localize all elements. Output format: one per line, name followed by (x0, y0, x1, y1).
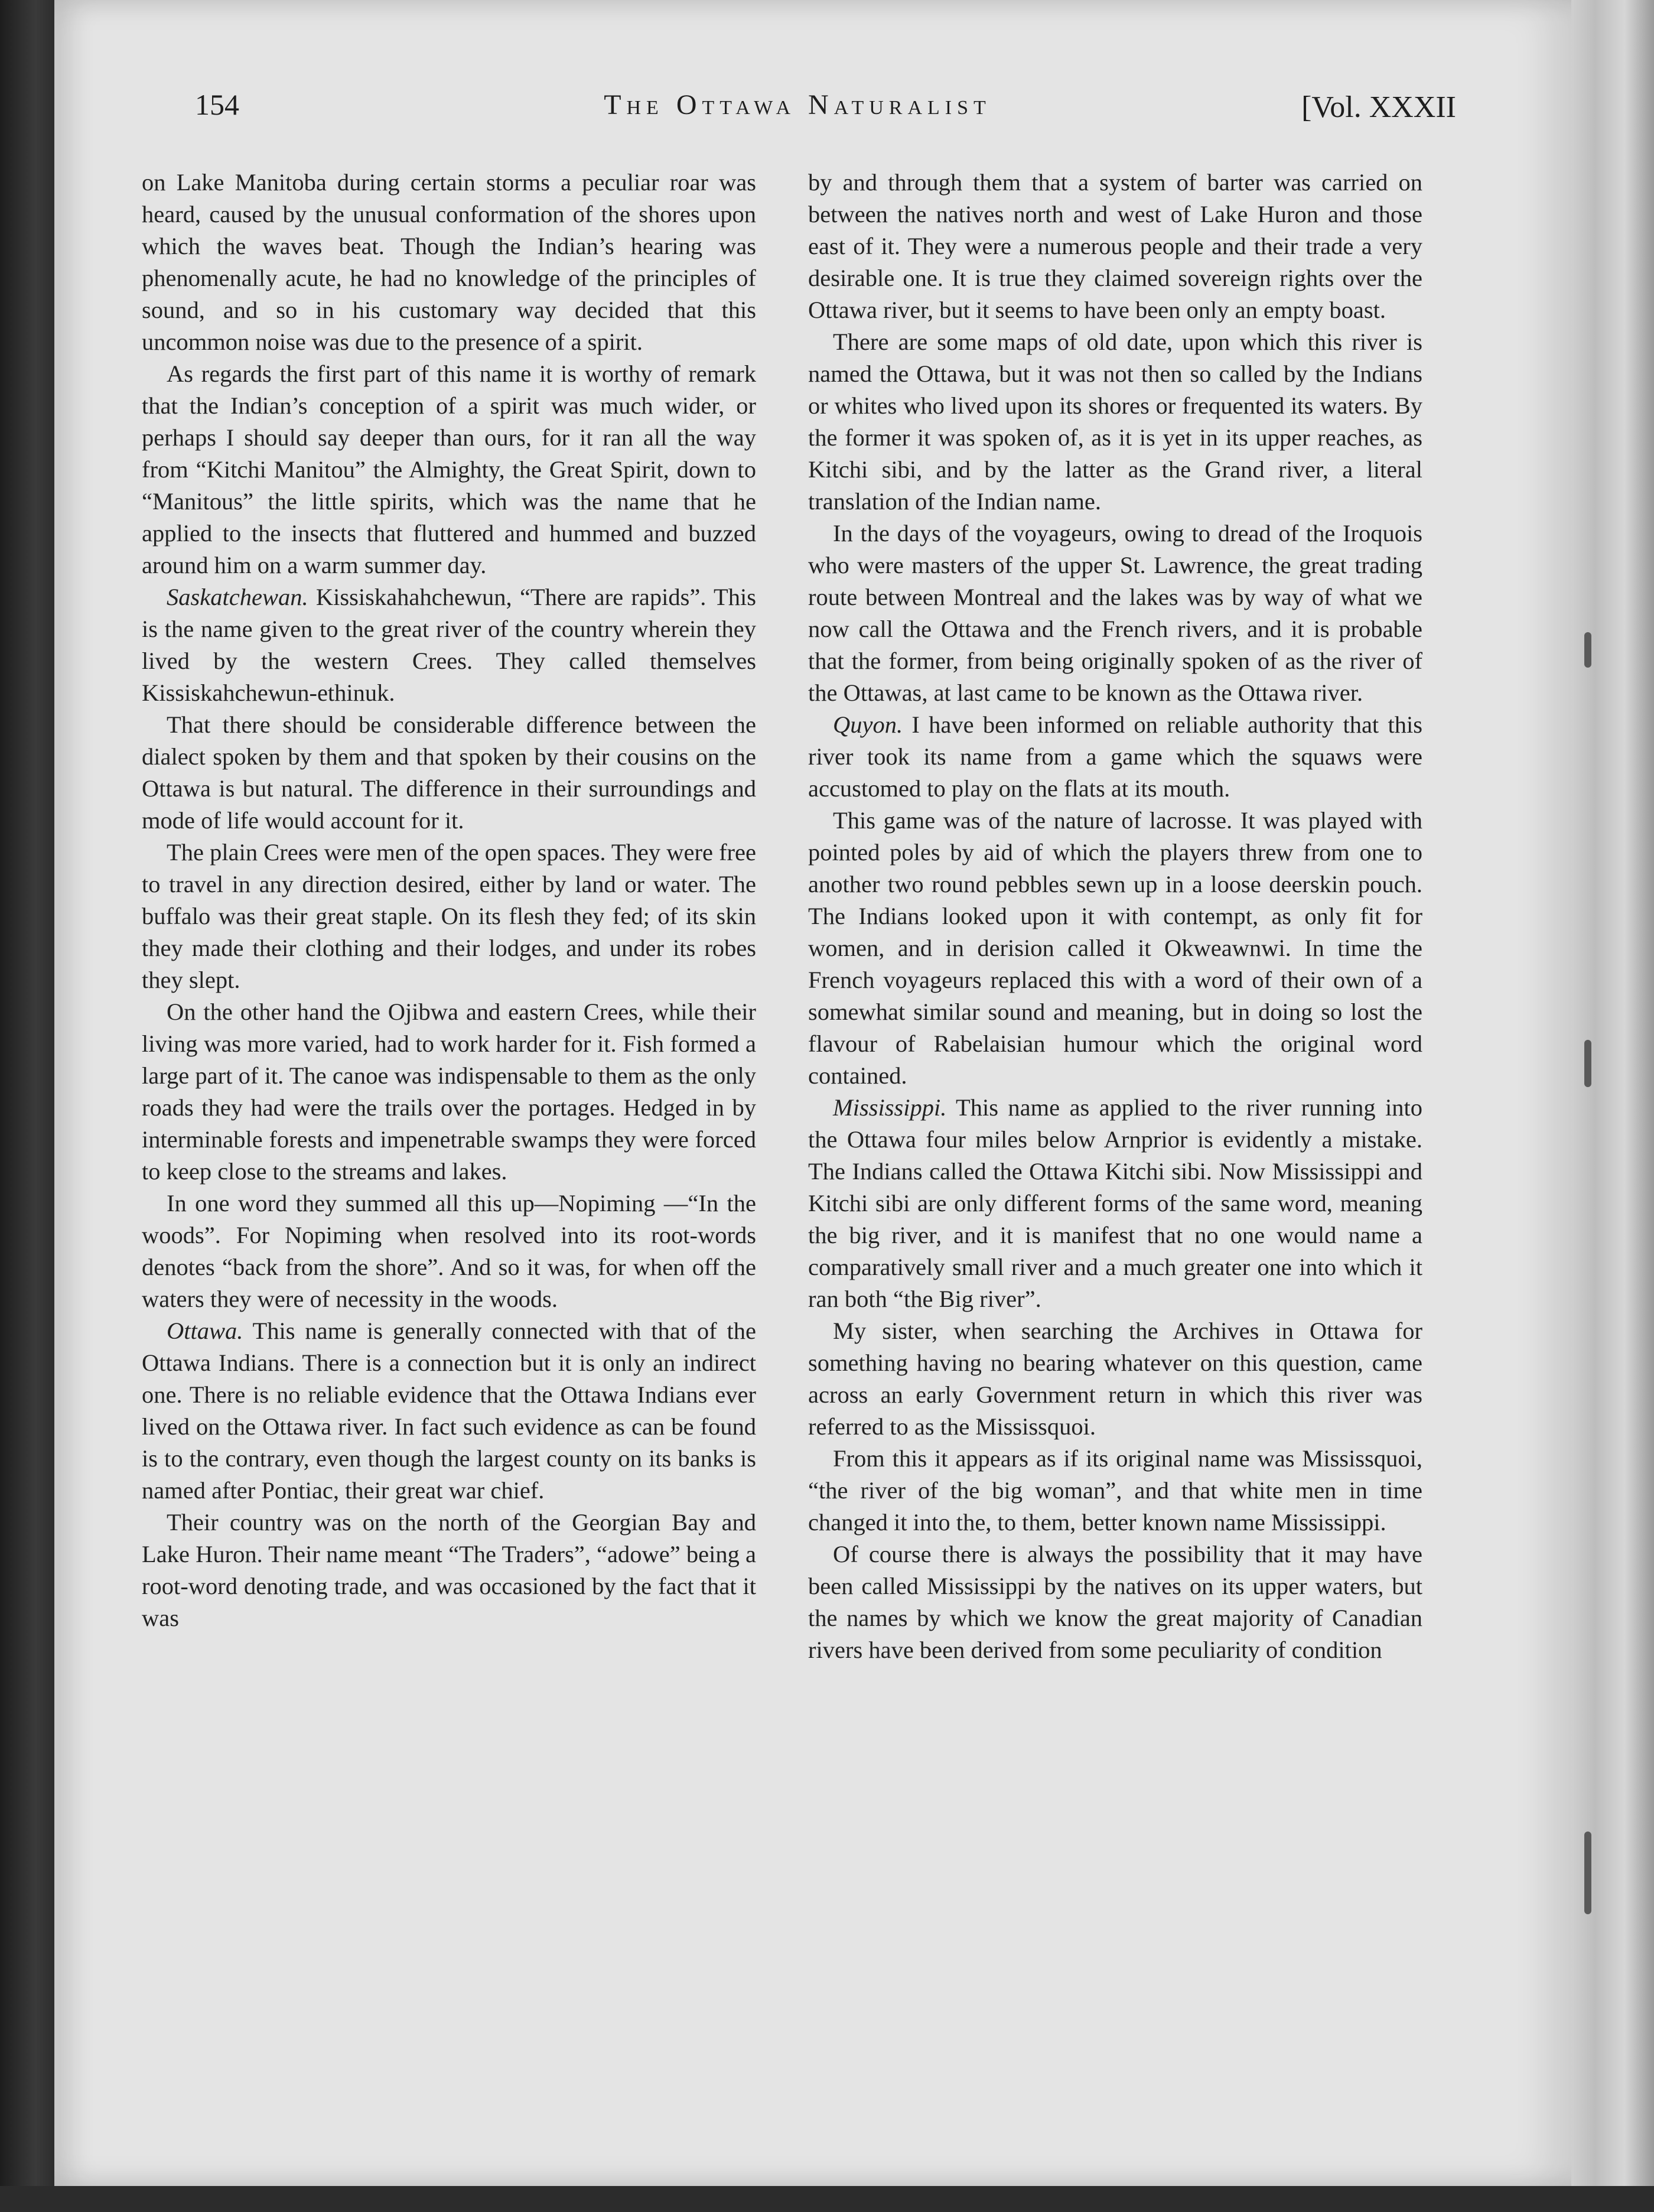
paragraph (142, 996, 756, 1188)
paragraph (142, 1507, 756, 1634)
paragraph (142, 709, 756, 837)
paragraph-text: on Lake Manitoba during certain storms a peculiar roar was heard, caused by the unusual conformation of the shores upon which the waves beat. Though the Indian’s hearing was phenomenally acute, he had no knowledge of the principles of sound, and so in his customary way decided that this uncommon noise was due to the presence of a spirit. (142, 169, 756, 355)
paragraph (808, 167, 1422, 326)
entry-term: Mississippi. (833, 1094, 947, 1121)
page-edge-right (1571, 0, 1654, 2212)
paragraph-text: My sister, when searching the Archives in Ottawa for something having no bearing whatever on this question, came across an early Government return in which this river was referred to as the Mississquoi. (808, 1318, 1422, 1440)
paragraph-text: From this it appears as if its original name was Mississquoi, “the river of the big woman”, and that white men in time changed it into the, to them, better known name Mississippi. (808, 1445, 1422, 1536)
paragraph-text: I have been informed on reliable authority that this river took its name from a game which the squaws were accustomed to play on the flats at its mouth. (808, 711, 1422, 802)
paragraph (808, 1092, 1422, 1315)
paragraph-text: This name is generally connected with that of the Ottawa Indians. There is a connection but it is only an indirect one. There is no reliable evidence that the Ottawa Indians ever lived on the Ottawa river. In fact such evidence as can be found is to the contrary, even though the largest county on its banks is named after Pontiac, their great war chief. (142, 1318, 756, 1504)
entry-term: Ottawa. (167, 1318, 243, 1344)
paragraph-text: The plain Crees were men of the open spaces. They were free to travel in any direction desired, either by land or water. The buffalo was their great staple. On its flesh they fed; of its skin they made their clothing and their lodges, and under its robes they slept. (142, 839, 756, 993)
running-title: The Ottawa Naturalist (604, 89, 991, 121)
paragraph-text: Their country was on the north of the Georgian Bay and Lake Huron. Their name meant “The Traders”, “adowe” being a root-word denoting trade, and was occasioned by the fact that it was (142, 1509, 756, 1631)
paragraph-text: In the days of the voyageurs, owing to dread of the Iroquois who were masters of the upper St. Lawrence, the great trading route between Montreal and the lakes was by way of what we now call the Ottawa and the French rivers, and it is probable that the former, from being originally spoken of as the river of the Ottawas, at last came to be known as the Ottawa river. (808, 520, 1422, 706)
entry-term: Saskatchewan. (167, 584, 308, 610)
paragraph (142, 581, 756, 709)
paragraph (808, 1315, 1422, 1443)
paragraph (808, 518, 1422, 709)
paragraph (142, 167, 756, 358)
paragraph-text: That there should be considerable difference between the dialect spoken by them and that spoken by their cousins on the Ottawa is but natural. The difference in their surroundings and mode of life would account for it. (142, 711, 756, 834)
paragraph (808, 326, 1422, 518)
paragraph-text: In one word they summed all this up—Nopiming —“In the woods”. For Nopiming when resolved into its root-words denotes “back from the shore”. And so it was, for when off the waters they were of necessity in the woods. (142, 1190, 756, 1312)
paragraph (142, 358, 756, 581)
binding-mark (1584, 1040, 1591, 1087)
paragraph-text: On the other hand the Ojibwa and eastern Crees, while their living was more varied, had to work harder for it. Fish formed a large part of it. The canoe was indispensable to them as the only roads they had were the trails over the portages. Hedged in by interminable forests and impenetrable swamps they were forced to keep close to the streams and lakes. (142, 998, 756, 1185)
volume-label: [Vol. XXXII (1301, 90, 1456, 124)
paragraph (808, 805, 1422, 1092)
paragraph (142, 837, 756, 996)
paragraph (808, 1538, 1422, 1666)
paragraph (142, 1315, 756, 1507)
page-number: 154 (195, 88, 239, 121)
right-column (808, 167, 1422, 1666)
paragraph-text: by and through them that a system of barter was carried on between the natives north and west of Lake Huron and those east of it. They were a numerous people and their trade a very desirable one. It is true they claimed sovereign rights over the Ottawa river, but it seems to have been only an empty boast. (808, 169, 1422, 323)
paragraph-text: There are some maps of old date, upon which this river is named the Ottawa, but it was not then so called by the Indians or whites who lived upon its shores or frequented its waters. By the former it was spoken of, as it is yet in its upper reaches, as Kitchi sibi, and by the latter as the Grand river, a literal translation of the Indian name. (808, 328, 1422, 515)
paragraph-text: This game was of the nature of lacrosse. It was played with pointed poles by aid of which the players threw from one to another two round pebbles sewn up in a loose deerskin pouch. The Indians looked upon it with contempt, as only fit for women, and in derision called it Okweawnwi. In time the French voyageurs replaced this with a word of their own of a somewhat similar sound and meaning, but in doing so lost the flavour of Rabelaisian humour which the original word contained. (808, 807, 1422, 1089)
paragraph-text: Of course there is always the possibility that it may have been called Mississippi by the natives on its upper waters, but the names by which we know the great majority of Canadian rivers have been derived from some peculiarity of condition (808, 1541, 1422, 1663)
paragraph (142, 1188, 756, 1315)
left-column (142, 167, 756, 1634)
page-header (139, 77, 1456, 136)
paragraph-text: As regards the first part of this name it is worthy of remark that the Indian’s conception of a spirit was much wider, or perhaps I should say deeper than ours, for it ran all the way from “Kitchi Manitou” the Almighty, the Great Spirit, down to “Manitous” the little spirits, which was the name that he applied to the insects that fluttered and hummed and buzzed around him on a warm summer day. (142, 360, 756, 578)
scan-bottom-edge (0, 2186, 1654, 2212)
binding-mark (1584, 1832, 1591, 1914)
paragraph-text: This name as applied to the river running into the Ottawa four miles below Arnprior is evidently a mistake. The Indians called the Ottawa Kitchi sibi. Now Mississippi and Kitchi sibi are only different forms of the same word, meaning the big river, and it is manifest that no one would name a comparatively small river and a much greater one into which it ran both “the Big river”. (808, 1094, 1422, 1312)
paragraph (808, 709, 1422, 805)
paragraph-text: Kissiskahahchewun, “There are rapids”. This is the name given to the great river of the country wherein they lived by the western Crees. They called themselves Kissiskahchewun-ethinuk. (142, 584, 756, 706)
binding-mark (1584, 632, 1591, 668)
entry-term: Quyon. (833, 711, 903, 738)
paragraph (808, 1443, 1422, 1538)
